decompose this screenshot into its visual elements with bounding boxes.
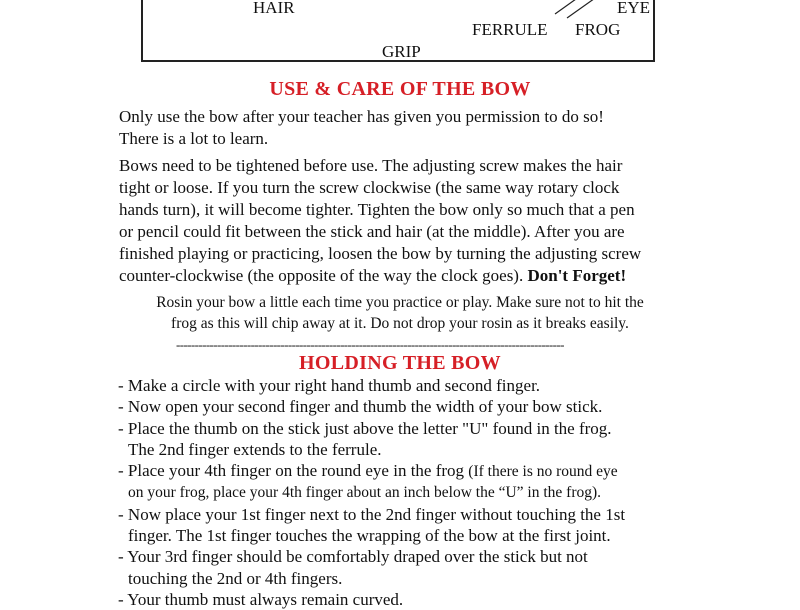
permission-line-2: There is a lot to learn. (119, 129, 269, 148)
permission-paragraph (119, 106, 679, 150)
tightening-paragraph (119, 155, 679, 287)
list-item: - Place the thumb on the stick just above the letter "U" found in the frog. The 2nd finger extends to the ferrule. (118, 418, 612, 459)
list-item: - Place your 4th finger on the round eye in the frog (If there is no round eye on your frog, place your 4th finger about an inch below the “U” in the frog). (118, 461, 618, 502)
tightening-line-5: finished playing or practicing, loosen the bow by turning the adjusting screw (119, 244, 642, 263)
list-item: - Now place your 1st finger next to the 2nd finger without touching the 1st finger. The 1st finger touches the wrapping of the bow at the first joint. (118, 504, 626, 546)
diagram-label-grip: GRIP (382, 42, 421, 61)
holding-heading: HOLDING THE BOW (299, 352, 501, 374)
list-item: - Your thumb must always remain curved. (118, 589, 404, 609)
diagram-label-ferrule: FERRULE (472, 20, 548, 39)
ferrule-pointer-line (555, 0, 583, 14)
holding-steps-list (118, 375, 688, 610)
rosin-line-2: frog as this will chip away at it. Do not drop your rosin as it breaks easily. (171, 315, 629, 332)
permission-line-1: Only use the bow after your teacher has given you permission to do so! (119, 107, 604, 126)
tightening-line-1: Bows need to be tightened before use. The adjusting screw makes the hair (119, 156, 623, 175)
list-item: - Make a circle with your right hand thumb and second finger. (118, 376, 541, 395)
diagram-label-frog: FROG (575, 20, 621, 39)
tightening-line-3: hands turn), it will become tighter. Tighten the bow only so much that a pen (119, 200, 635, 219)
use-care-heading: USE & CARE OF THE BOW (269, 78, 531, 100)
diagram-label-hair: HAIR (253, 0, 295, 17)
tightening-line-2: tight or loose. If you turn the screw clockwise (the same way rotary clock (119, 178, 620, 197)
dont-forget-emphasis: Don't Forget! (527, 266, 627, 285)
list-item: - Your 3rd finger should be comfortably draped over the stick but not touching the 2nd or 4th fingers. (118, 547, 588, 588)
rosin-note (119, 292, 681, 334)
bow-diagram (141, 0, 655, 62)
section-divider: -------------------------------------------------------------------------------------------------------- (176, 339, 564, 351)
tightening-line-6: counter-clockwise (the opposite of the way the clock goes). (119, 266, 524, 285)
diagram-label-eye: EYE (617, 0, 651, 17)
rosin-line-1: Rosin your bow a little each time you practice or play. Make sure not to hit the (156, 294, 644, 311)
tightening-line-4: or pencil could fit between the stick and hair (at the middle). After you are (119, 222, 625, 241)
list-item: - Now open your second finger and thumb the width of your bow stick. (118, 397, 603, 417)
